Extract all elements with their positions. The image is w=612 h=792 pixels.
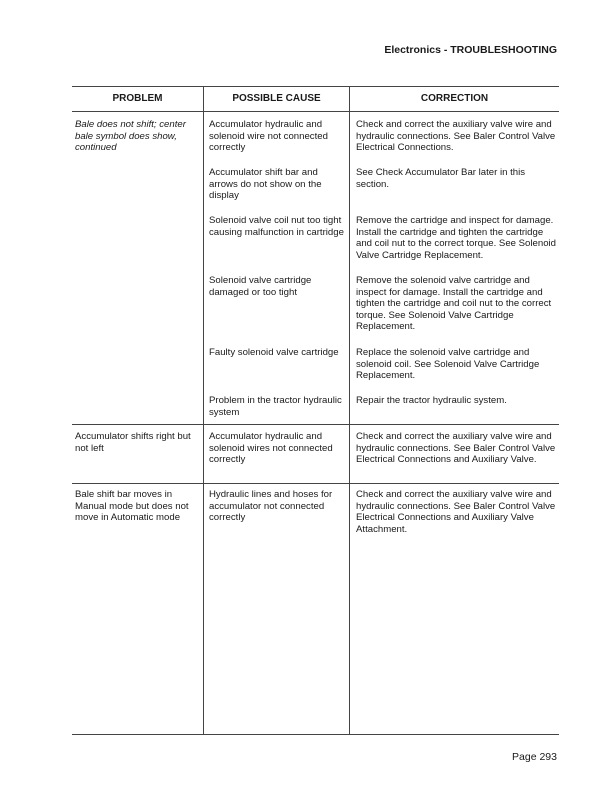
correction-cell: Check and correct the auxiliary valve wire and hydraulic connections. See Baler Control Valve Electrical Connections and Auxiliary Valve. [356, 431, 556, 466]
correction-cell: Repair the tractor hydraulic system. [356, 395, 507, 406]
cause-cell: Faulty solenoid valve cartridge [209, 347, 339, 358]
correction-cell: Remove the cartridge and inspect for damage. Install the cartridge and tighten the cartridge and coil nut to the correct torque. See Solenoid Valve Cartridge Replacement. [356, 215, 556, 261]
cause-cell: Solenoid valve coil nut too tight causing malfunction in cartridge [209, 215, 344, 238]
correction-cell: Replace the solenoid valve cartridge and solenoid coil. See Solenoid Valve Cartridge Replacement. [356, 347, 540, 382]
correction-cell: Remove the solenoid valve cartridge and inspect for damage. Install the cartridge and tighten the cartridge and coil nut to the correct torque. See Solenoid Valve Cartridge Replacement. [356, 275, 552, 333]
column-header-problem: PROBLEM [112, 93, 163, 104]
correction-cell: Check and correct the auxiliary valve wire and hydraulic connections. See Baler Control Valve Electrical Connections and Auxiliary Valve Attachment. [356, 489, 556, 535]
problem-cell: Bale does not shift; center bale symbol does show, continued [75, 119, 186, 154]
header-rule [72, 111, 559, 112]
cause-cell: Accumulator hydraulic and solenoid wires not connected correctly [209, 431, 333, 466]
cause-cell: Problem in the tractor hydraulic system [209, 395, 342, 418]
column-header-correction: CORRECTION [420, 93, 489, 104]
column-divider [349, 86, 350, 734]
row-divider [72, 424, 559, 425]
correction-cell: See Check Accumulator Bar later in this section. [356, 167, 526, 190]
column-header-cause: POSSIBLE CAUSE [232, 93, 321, 104]
cause-cell: Accumulator shift bar and arrows do not show on the display [209, 167, 322, 202]
problem-cell: Accumulator shifts right but not left [75, 431, 191, 454]
cause-cell: Accumulator hydraulic and solenoid wire not connected correctly [209, 119, 328, 154]
correction-cell: Check and correct the auxiliary valve wire and hydraulic connections. See Baler Control Valve Electrical Connections. [356, 119, 556, 154]
problem-cell: Bale shift bar moves in Manual mode but does not move in Automatic mode [75, 489, 189, 524]
table-bottom-rule [72, 734, 559, 735]
cause-cell: Solenoid valve cartridge damaged or too tight [209, 275, 312, 298]
column-divider [203, 86, 204, 734]
page-number: Page 293 [512, 751, 557, 763]
row-divider [72, 483, 559, 484]
table-top-rule [72, 86, 559, 87]
page-header: Electronics - TROUBLESHOOTING [384, 44, 557, 56]
cause-cell: Hydraulic lines and hoses for accumulator not connected correctly [209, 489, 333, 524]
